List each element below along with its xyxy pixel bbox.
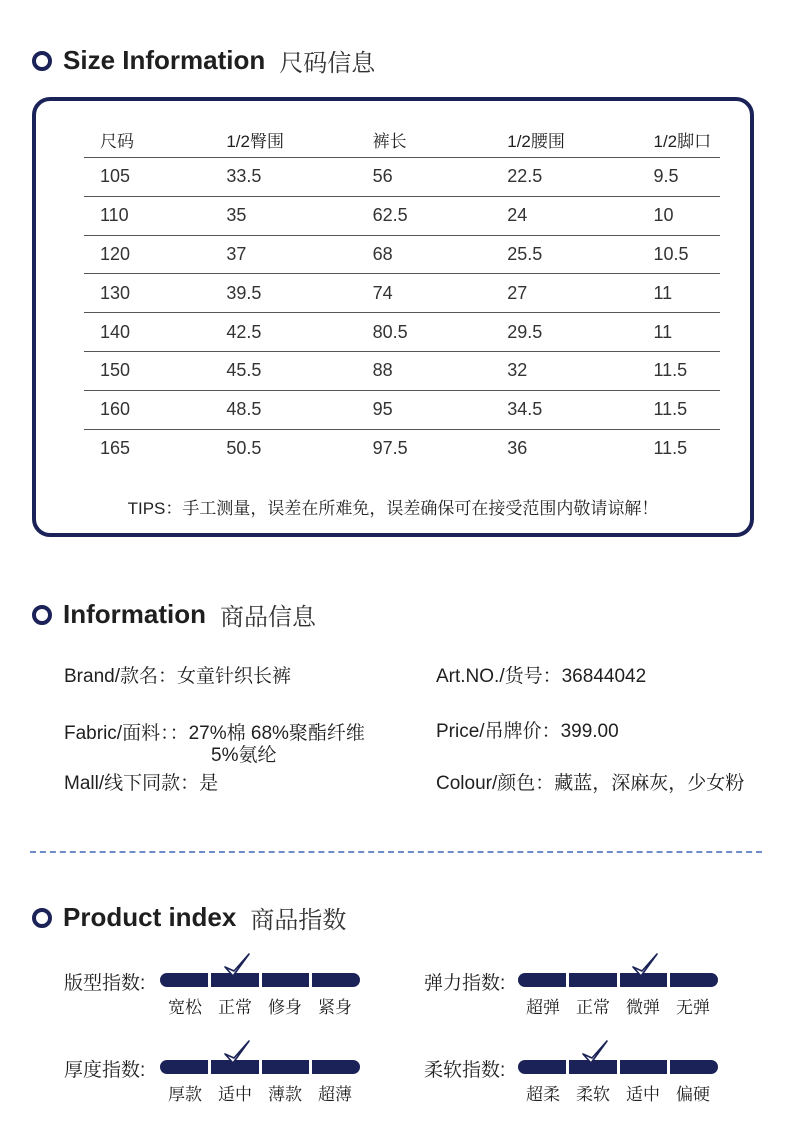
bullet-ring-icon bbox=[32, 908, 52, 928]
table-row bbox=[84, 235, 720, 274]
table-cell: 22.5 bbox=[491, 158, 637, 197]
index-option-label: 微弹 bbox=[626, 998, 660, 1017]
info-brand: Brand/款名：女童针织长裤 bbox=[64, 666, 291, 687]
header-waist: 1/2腰围 bbox=[491, 121, 637, 158]
index-bar-segment bbox=[518, 1060, 566, 1074]
info-title-en: Information bbox=[63, 599, 206, 629]
index-bar-segment bbox=[569, 973, 617, 987]
table-cell: 34.5 bbox=[491, 390, 637, 429]
table-row bbox=[84, 390, 720, 429]
index-bar-segment bbox=[160, 973, 208, 987]
dashed-divider bbox=[30, 851, 762, 853]
index-option-label: 正常 bbox=[218, 998, 252, 1017]
index-bar-segment bbox=[620, 1060, 668, 1074]
index-option-label: 偏硬 bbox=[676, 1085, 710, 1104]
info-colour: Colour/颜色：藏蓝，深麻灰，少女粉 bbox=[436, 773, 745, 794]
table-cell: 29.5 bbox=[491, 313, 637, 352]
table-cell: 11.5 bbox=[638, 390, 721, 429]
header-hem: 1/2脚口 bbox=[638, 121, 721, 158]
index-option-label: 超薄 bbox=[318, 1085, 352, 1104]
table-cell: 140 bbox=[84, 313, 210, 352]
index-option-label: 超弹 bbox=[526, 998, 560, 1017]
index-bar-thickness bbox=[160, 1060, 360, 1074]
size-table-header-row bbox=[84, 121, 720, 158]
info-section-heading bbox=[32, 597, 316, 632]
table-cell: 11 bbox=[638, 274, 721, 313]
index-options-fit bbox=[160, 993, 360, 1018]
table-cell: 45.5 bbox=[210, 351, 356, 390]
checkmark-icon bbox=[222, 951, 252, 981]
table-cell: 39.5 bbox=[210, 274, 356, 313]
size-table bbox=[84, 121, 720, 467]
index-bar-segment bbox=[262, 1060, 310, 1074]
table-cell: 80.5 bbox=[357, 313, 492, 352]
table-cell: 110 bbox=[84, 196, 210, 235]
table-row bbox=[84, 274, 720, 313]
table-cell: 74 bbox=[357, 274, 492, 313]
info-price: Price/吊牌价：399.00 bbox=[436, 721, 619, 742]
table-cell: 37 bbox=[210, 235, 356, 274]
index-bar-softness bbox=[518, 1060, 718, 1074]
header-hip: 1/2臀围 bbox=[210, 121, 356, 158]
checkmark-icon bbox=[580, 1038, 610, 1068]
index-option-label: 正常 bbox=[576, 998, 610, 1017]
index-label-fit: 版型指数: bbox=[64, 973, 146, 994]
table-cell: 165 bbox=[100, 437, 131, 458]
index-option-label: 适中 bbox=[218, 1085, 252, 1104]
index-option-label: 无弹 bbox=[676, 998, 710, 1017]
header-size: 尺码 bbox=[84, 121, 210, 158]
product-index-heading bbox=[32, 900, 346, 935]
table-cell: 56 bbox=[357, 158, 492, 197]
table-cell: 36 bbox=[507, 437, 528, 458]
index-label-thickness: 厚度指数: bbox=[64, 1060, 146, 1081]
index-option-label: 紧身 bbox=[318, 998, 352, 1017]
size-title-en: Size Information bbox=[63, 45, 266, 75]
index-option-label: 适中 bbox=[626, 1085, 660, 1104]
table-cell: 88 bbox=[357, 351, 492, 390]
index-label-softness: 柔软指数: bbox=[424, 1060, 506, 1081]
product-index-title-en: Product index bbox=[63, 902, 237, 932]
size-title-cn: 尺码信息 bbox=[279, 50, 376, 77]
info-fabric: Fabric/面料：：27%棉 68%聚酯纤维 bbox=[64, 723, 365, 744]
product-index-title-cn: 商品指数 bbox=[250, 907, 347, 934]
index-options-thickness bbox=[160, 1080, 360, 1105]
table-cell: 35 bbox=[210, 196, 356, 235]
index-bar-elasticity bbox=[518, 973, 718, 987]
index-bar-segment bbox=[518, 973, 566, 987]
size-tips: TIPS：手工测量，误差在所难免，误差确保可在接受范围内敬请谅解！ bbox=[127, 499, 659, 518]
table-row bbox=[84, 158, 720, 197]
index-option-label: 修身 bbox=[268, 998, 302, 1017]
table-row bbox=[84, 313, 720, 352]
table-cell: 68 bbox=[357, 235, 492, 274]
table-cell: 32 bbox=[491, 351, 637, 390]
index-bar-segment bbox=[312, 1060, 360, 1074]
table-cell: 62.5 bbox=[357, 196, 492, 235]
index-bar-segment bbox=[160, 1060, 208, 1074]
bullet-ring-icon bbox=[32, 51, 52, 71]
checkmark-icon bbox=[222, 1038, 252, 1068]
info-art-no: Art.NO./货号：36844042 bbox=[436, 666, 647, 687]
table-cell: 105 bbox=[84, 158, 210, 197]
index-option-label: 宽松 bbox=[168, 998, 202, 1017]
table-cell: 120 bbox=[84, 235, 210, 274]
info-mall: Mall/线下同款：是 bbox=[64, 773, 219, 794]
index-options-elasticity bbox=[518, 993, 718, 1018]
table-row bbox=[84, 429, 720, 467]
table-cell: 33.5 bbox=[210, 158, 356, 197]
index-bar-segment bbox=[312, 973, 360, 987]
table-cell: 95 bbox=[357, 390, 492, 429]
index-option-label: 厚款 bbox=[168, 1085, 202, 1104]
index-bar-fit bbox=[160, 973, 360, 987]
info-fabric-line2: 5%氨纶 bbox=[211, 745, 277, 766]
index-bar-segment bbox=[670, 1060, 718, 1074]
size-section-heading bbox=[32, 43, 375, 78]
index-option-label: 薄款 bbox=[268, 1085, 302, 1104]
table-cell: 160 bbox=[84, 390, 210, 429]
header-length: 裤长 bbox=[357, 121, 492, 158]
table-cell: 11.5 bbox=[653, 437, 688, 458]
table-cell: 24 bbox=[491, 196, 637, 235]
table-cell: 150 bbox=[84, 351, 210, 390]
index-label-elasticity: 弹力指数: bbox=[424, 973, 506, 994]
table-cell: 130 bbox=[84, 274, 210, 313]
table-cell: 10 bbox=[638, 196, 721, 235]
table-cell: 11.5 bbox=[638, 351, 721, 390]
index-bar-segment bbox=[670, 973, 718, 987]
info-title-cn: 商品信息 bbox=[220, 604, 316, 631]
table-row bbox=[84, 196, 720, 235]
table-cell: 97.5 bbox=[372, 437, 408, 458]
bullet-ring-icon bbox=[32, 605, 52, 625]
table-cell: 9.5 bbox=[638, 158, 721, 197]
table-cell: 10.5 bbox=[638, 235, 721, 274]
table-cell: 27 bbox=[491, 274, 637, 313]
index-options-softness bbox=[518, 1080, 718, 1105]
index-bar-segment bbox=[262, 973, 310, 987]
table-cell: 42.5 bbox=[210, 313, 356, 352]
index-option-label: 柔软 bbox=[576, 1085, 610, 1104]
checkmark-icon bbox=[630, 951, 660, 981]
table-cell: 11 bbox=[638, 313, 721, 352]
table-cell: 48.5 bbox=[210, 390, 356, 429]
table-cell: 50.5 bbox=[226, 437, 262, 458]
size-table-box bbox=[32, 97, 754, 537]
table-row bbox=[84, 351, 720, 390]
index-option-label: 超柔 bbox=[526, 1085, 560, 1104]
table-cell: 25.5 bbox=[491, 235, 637, 274]
